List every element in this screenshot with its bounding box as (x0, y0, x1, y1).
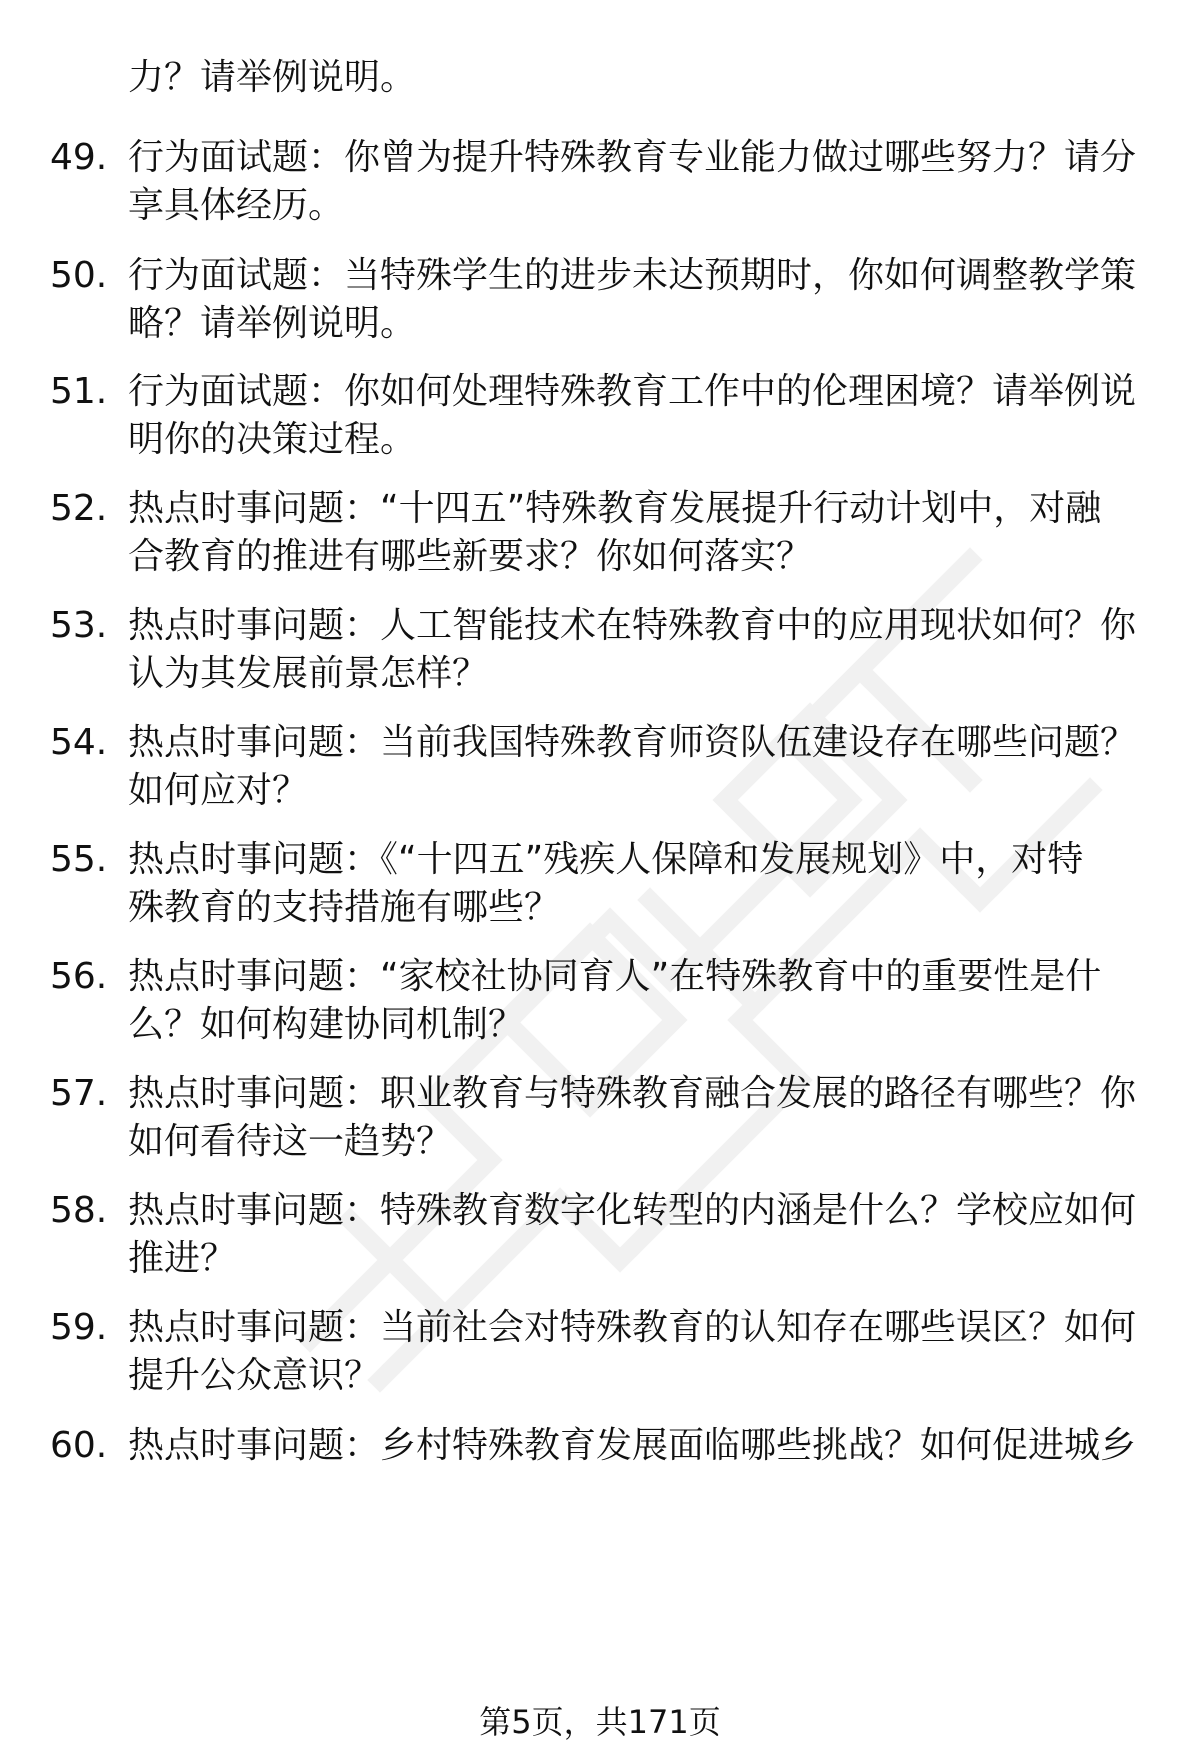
question-number: 55. (50, 839, 108, 880)
question-number: 57. (50, 1073, 108, 1114)
question-text-line-1: 热点时事问题：当前我国特殊教育师资队伍建设存在哪些问题？ (128, 722, 1137, 763)
question-item (0, 1068, 1200, 1178)
question-text-line-1: 热点时事问题：特殊教育数字化转型的内涵是什么？学校应如何 (128, 1190, 1137, 1231)
question-text-line-2: 么？如何构建协同机制？ (128, 1004, 525, 1045)
question-text-line-1: 行为面试题：你如何处理特殊教育工作中的伦理困境？请举例说 (128, 371, 1137, 412)
question-item (0, 951, 1200, 1061)
question-text-line-1: 热点时事问题：职业教育与特殊教育融合发展的路径有哪些？你 (128, 1073, 1137, 1114)
question-item (0, 132, 1200, 242)
question-text-line-2: 认为其发展前景怎样？ (128, 653, 489, 694)
continued-question-line: 力？请举例说明。 (128, 57, 417, 98)
question-number: 52. (50, 488, 108, 529)
question-item (0, 600, 1200, 710)
question-item (0, 366, 1200, 476)
question-number: 54. (50, 722, 108, 763)
question-text-line-2: 推进？ (128, 1238, 237, 1279)
question-text-line-2: 提升公众意识？ (128, 1355, 381, 1396)
question-item (0, 834, 1200, 944)
question-text-line-2: 如何看待这一趋势？ (128, 1121, 453, 1162)
question-text-line-2: 合教育的推进有哪些新要求？你如何落实？ (128, 536, 813, 577)
question-item (0, 250, 1200, 360)
question-number: 49. (50, 137, 108, 178)
question-text-line-1: 热点时事问题：乡村特殊教育发展面临哪些挑战？如何促进城乡 (128, 1425, 1137, 1466)
question-text-line-1: 热点时事问题：人工智能技术在特殊教育中的应用现状如何？你 (128, 605, 1137, 646)
question-text-line-2: 明你的决策过程。 (128, 419, 417, 460)
question-item (0, 1302, 1200, 1412)
question-text-line-1: 热点时事问题：“十四五”特殊教育发展提升行动计划中，对融 (128, 488, 1102, 529)
question-item (0, 717, 1200, 827)
question-number: 56. (50, 956, 108, 997)
question-item (0, 483, 1200, 593)
question-text-line-1: 热点时事问题：“家校社协同育人”在特殊教育中的重要性是什 (128, 956, 1102, 997)
question-text-line-2: 殊教育的支持措施有哪些？ (128, 887, 561, 928)
question-item (0, 1420, 1200, 1530)
question-number: 60. (50, 1425, 108, 1466)
question-number: 53. (50, 605, 108, 646)
page-number-footer: 第5页，共171页 (479, 1703, 721, 1741)
question-text-line-1: 热点时事问题：当前社会对特殊教育的认知存在哪些误区？如何 (128, 1307, 1137, 1348)
question-item (0, 1185, 1200, 1295)
question-text-line-2: 略？请举例说明。 (128, 303, 417, 344)
question-text-line-1: 行为面试题：当特殊学生的进步未达预期时，你如何调整教学策 (128, 255, 1137, 296)
question-number: 58. (50, 1190, 108, 1231)
question-number: 50. (50, 255, 108, 296)
question-text-line-1: 行为面试题：你曾为提升特殊教育专业能力做过哪些努力？请分 (128, 137, 1137, 178)
question-text-line-2: 享具体经历。 (128, 185, 345, 226)
question-text-line-1: 热点时事问题：《“十四五”残疾人保障和发展规划》中，对特 (128, 839, 1084, 880)
question-text-line-2: 如何应对？ (128, 770, 309, 811)
question-number: 51. (50, 371, 108, 412)
question-number: 59. (50, 1307, 108, 1348)
